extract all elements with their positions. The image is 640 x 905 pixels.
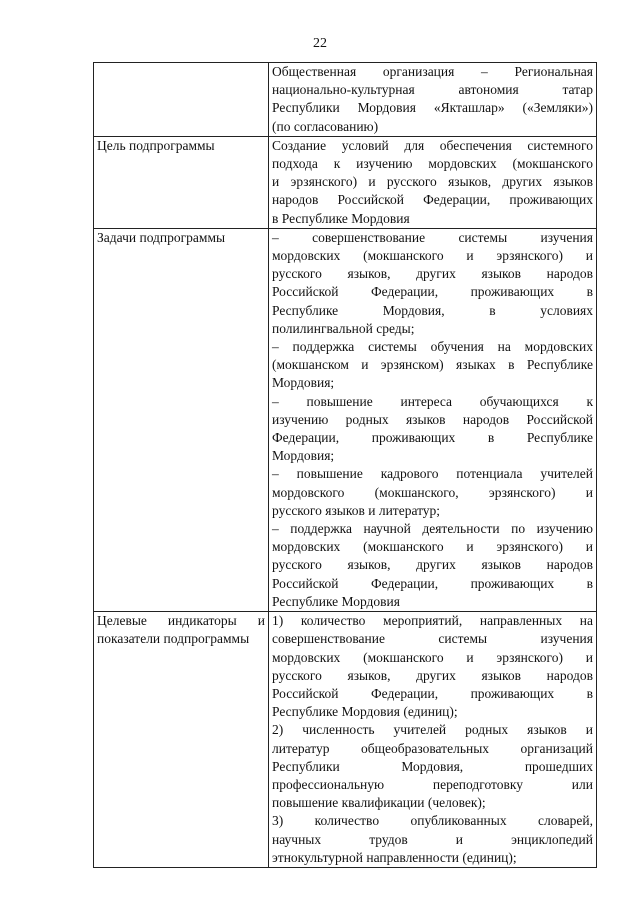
content-line: русского языков, других языков народов — [272, 557, 593, 573]
table-row — [94, 136, 597, 228]
content-line: Республике Мордовия, в условиях — [272, 302, 593, 318]
content-line: Российской Федерации, проживающих в — [272, 575, 593, 591]
content-line: научных трудов и энциклопедий — [272, 831, 593, 847]
content-line: – повышение интереса обучающихся к — [272, 393, 593, 409]
row-label-cell — [94, 228, 269, 611]
content-line: подхода к изучению мордовских (мокшанского — [272, 156, 593, 172]
table-row — [94, 612, 597, 868]
content-line: профессиональную переподготовку или — [272, 776, 593, 792]
table-body — [94, 63, 597, 868]
row-content-cell — [269, 612, 597, 868]
content-line: в Республике Мордовия — [272, 210, 410, 226]
content-line: Общественная организация – Региональная — [272, 64, 593, 79]
content-line: – повышение кадрового потенциала учителей — [272, 466, 593, 482]
row-content-cell — [269, 228, 597, 611]
row-label: Цель подпрограммы — [97, 137, 215, 153]
content-line: национально-культурная автономия татар — [272, 82, 593, 98]
subprogram-passport-table — [93, 62, 597, 868]
content-line: повышение квалификации (человек); — [272, 795, 486, 811]
content-line: 2) численность учителей родных языков и — [272, 722, 593, 738]
row-label: Задачи подпрограммы — [97, 229, 226, 245]
content-line: (мокшанском и эрзянском) языках в Республике — [272, 357, 593, 373]
row-content-cell — [269, 136, 597, 228]
row-label-cell — [94, 63, 269, 137]
content-line: Мордовия; — [272, 448, 335, 464]
content-line: народов Российской Федерации, проживающих — [272, 192, 593, 208]
content-line: русского языков, других языков народов — [272, 266, 593, 282]
content-line: (по согласованию) — [272, 118, 379, 134]
content-line: полилингвальной среды; — [272, 320, 415, 336]
content-line: Республики Мордовия «Якташлар» («Земляки») — [272, 100, 593, 116]
row-label-cell — [94, 612, 269, 868]
content-line: Республике Мордовия (единиц); — [272, 704, 458, 720]
content-line: русского языков, других языков народов — [272, 667, 593, 683]
content-line: Республики Мордовия, прошедших — [272, 758, 593, 774]
table-row — [94, 63, 597, 137]
row-label-cell — [94, 136, 269, 228]
content-line: – совершенствование системы изучения — [272, 229, 593, 245]
content-line: 3) количество опубликованных словарей, — [272, 813, 593, 829]
content-line: этнокультурной направленности (единиц); — [272, 849, 517, 865]
content-line: совершенствование системы изучения — [272, 631, 593, 647]
content-line: 1) количество мероприятий, направленных на — [272, 613, 593, 629]
row-label: Целевые индикаторы и показатели подпрограммы — [97, 613, 265, 647]
content-line: Федерации, проживающих в Республике — [272, 430, 593, 446]
content-line: мордовских (мокшанского и эрзянского) и — [272, 649, 593, 665]
content-line: мордовских (мокшанского и эрзянского) и — [272, 248, 593, 264]
content-line: – поддержка научной деятельности по изучению — [272, 521, 593, 537]
content-line: Создание условий для обеспечения системного — [272, 137, 593, 153]
content-line: Республике Мордовия — [272, 593, 400, 609]
table-row — [94, 228, 597, 611]
row-content-cell — [269, 63, 597, 137]
content-line: мордовских (мокшанского и эрзянского) и — [272, 539, 593, 555]
content-line: – поддержка системы обучения на мордовских — [272, 339, 593, 355]
content-line: Мордовия; — [272, 375, 335, 391]
content-line: Российской Федерации, проживающих в — [272, 284, 593, 300]
content-line: русского языков и литератур; — [272, 502, 441, 518]
content-line: и эрзянского) и русского языков, других языков — [272, 174, 593, 190]
content-line: изучению родных языков народов Российской — [272, 411, 593, 427]
content-line: Российской Федерации, проживающих в — [272, 685, 593, 701]
page-number: 22 — [313, 36, 327, 51]
content-line: литератур общеобразовательных организаций — [272, 740, 593, 756]
content-line: мордовского (мокшанского, эрзянского) и — [272, 484, 593, 500]
